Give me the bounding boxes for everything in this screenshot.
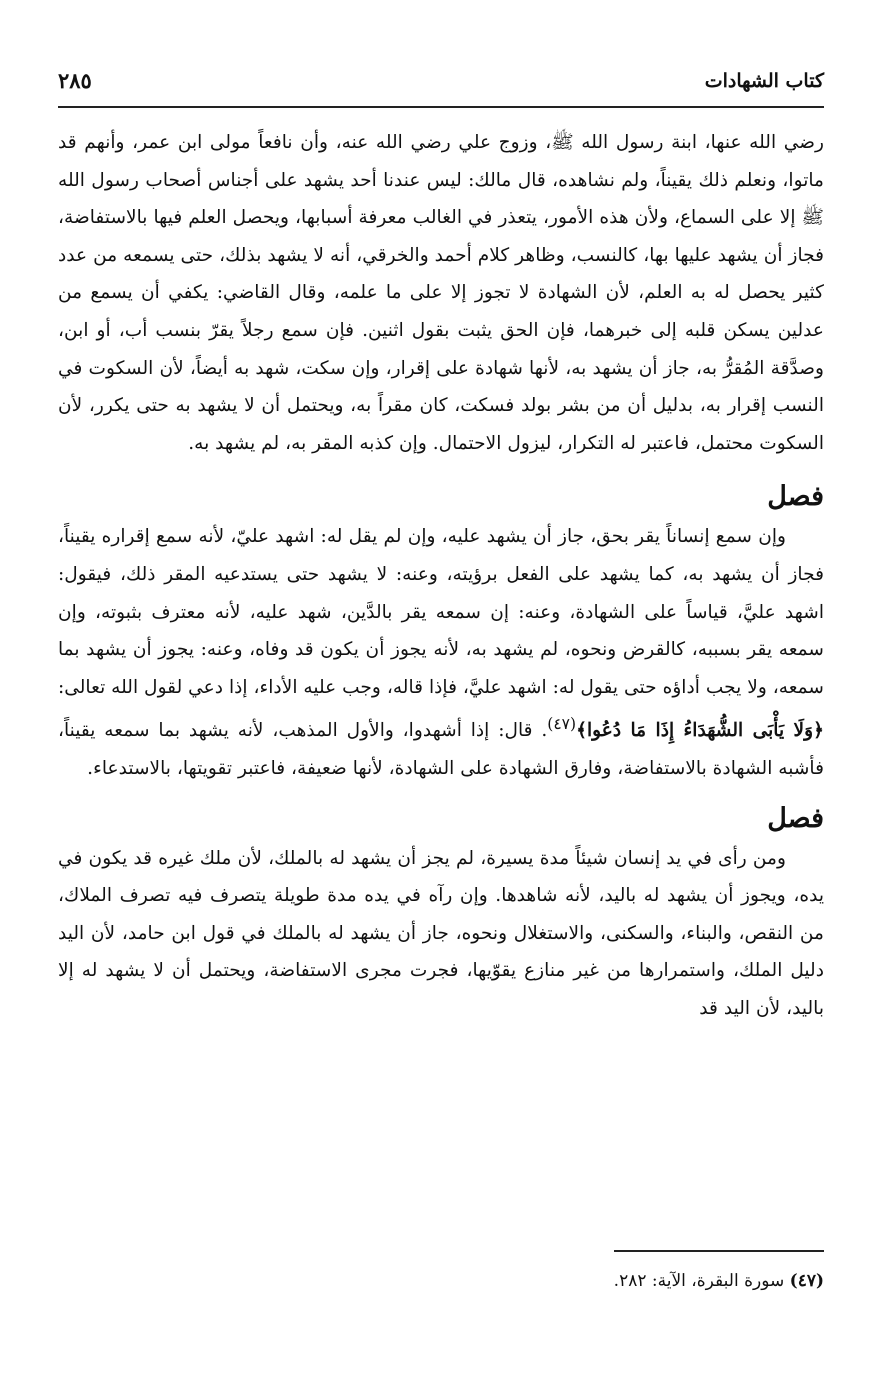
footnote-text: سورة البقرة، الآية: ٢٨٢. (613, 1271, 785, 1291)
footnote-rule (614, 1250, 824, 1252)
footnote-reference: (٤٧) (547, 715, 577, 734)
running-header (58, 60, 824, 102)
header-rule (58, 106, 824, 108)
paragraph: ومن رأى في يد إنسان شيئاً مدة يسيرة، لم يجز أن يشهد له بالملك، لأن ملك غيره قد يكون في يده، ويجوز أن يشهد له باليد، لأنه شاهدها. وإن رآه في يده مدة طويلة يتصرف فيه تصرف الملاك، من النقص، والبناء، والسكنى، والاستغلال ونحوه، جاز أن يشهد له بالملك في قول ابن حامد، لأن اليد دليل الملك، واستمرارها من غير منازع يقوّيها، فجرت مجرى الاستفاضة، ويحتمل أن لا يشهد له إلا باليد، لأن اليد قد (58, 847, 824, 1020)
paragraph (58, 518, 824, 787)
running-title: كتاب الشهادات (704, 70, 824, 92)
section-heading: فصل (767, 802, 824, 834)
paragraph-text: وإن سمع إنساناً يقر بحق، جاز أن يشهد عليه، وإن لم يقل له: اشهد عليّ، لأنه سمع إقراره يقيناً، فجاز أن يشهد به، كما يشهد على الفعل برؤيته، وعنه: لا يشهد حتى يستدعيه المقر ذلك، فيقول: اشهد عليَّ، قياساً على الشهادة، وعنه: إن سمعه يقر بالدَّين، شهد عليه، لأنه معترف بثبوته، وإن سمعه يقر بسببه، كالقرض ونحوه، لم يشهد به، لأنه يجوز أن يكون قد وفاه، وعنه: يجوز أن يشهد بما سمعه، ولا يجب أداؤه حتى يقول له: اشهد عليَّ، فإذا قاله، وجب عليه الأداء، إذا دعي لقول الله تعالى: (58, 526, 824, 698)
footnote (614, 1266, 824, 1296)
quran-verse: ﴿وَلَا يَأْبَى الشُّهَدَاءُ إِذَا مَا دُعُوا﴾ (576, 720, 824, 742)
footnote-number: (٤٧) (789, 1271, 824, 1291)
paragraph-text: . قال: إذا أشهدوا، والأول المذهب، لأنه يشهد بما سمعه يقيناً، فأشبه الشهادة بالاستفاضة، وفارق الشهادة على الشهادة، لأنها ضعيفة، فاعتبر تقويتها، بالاستدعاء. (58, 720, 824, 780)
page-number: ٢٨٥ (58, 68, 92, 93)
paragraph: رضي الله عنها، ابنة رسول الله ﷺ، وزوج علي رضي الله عنه، وأن نافعاً مولى ابن عمر، وأنهم قد ماتوا، ونعلم ذلك يقيناً، ولم نشاهده، قال مالك: ليس عندنا أحد يشهد على أجناس أصحاب رسول الله ﷺ إلا على السماع، ولأن هذه الأمور، يتعذر في الغالب معرفة أسبابها، ويحصل العلم فيها بالاستفاضة، فجاز أن يشهد عليها بها، كالنسب، وظاهر كلام أحمد والخرقي، أنه لا يشهد بذلك، حتى يسمعه من عدد كثير يحصل له به العلم، لأن الشهادة لا تجوز إلا على ما علمه، وقال القاضي: يكفي أن يسمع من عدلين يسكن قلبه إلى خبرهما، فإن الحق يثبت بقول اثنين. فإن سمع رجلاً يقرّ بنسب أب، أو ابن، وصدَّقة المُقرُّ به، جاز أن يشهد به، لأنها شهادة على إقرار، وإن سكت، شهد به أيضاً، لأن السكوت في النسب إقرار به، بدليل أن من بشر بولد فسكت، كان مقراً به، ويحتمل أن لا يشهد به حتى يكرر، لأن السكوت محتمل، فاعتبر له التكرار، ليزول الاحتمال. وإن كذبه المقر به، لم يشهد به. (58, 132, 824, 454)
page-body (58, 124, 824, 1028)
book-page (58, 60, 824, 1360)
section-heading: فصل (767, 481, 824, 513)
